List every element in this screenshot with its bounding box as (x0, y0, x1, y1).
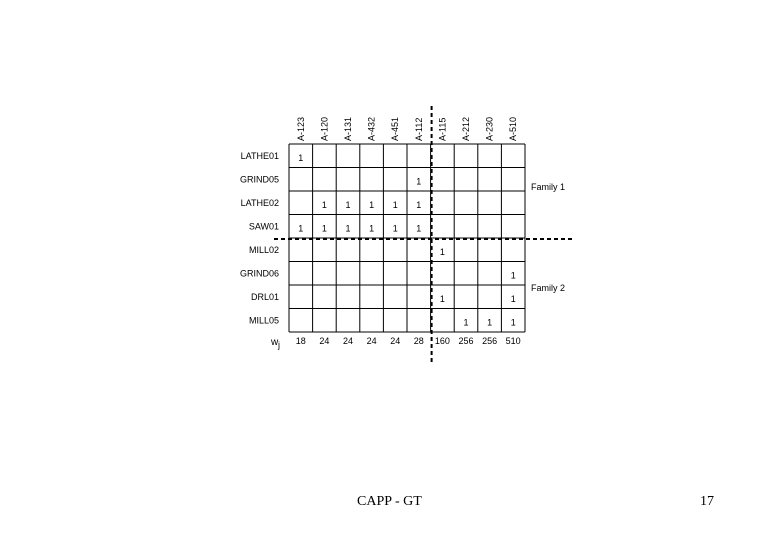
column-header: A-131 (343, 116, 353, 141)
matrix-cell-value: 1 (321, 223, 327, 234)
weights-label-subscript: j (278, 340, 280, 350)
matrix-cell-value: 1 (416, 199, 422, 210)
column-header: A-432 (366, 116, 377, 141)
weights-label: w (271, 337, 279, 348)
matrix-cell-value: 1 (439, 246, 445, 257)
matrix-cell-value: 1 (392, 199, 398, 210)
column-header: A-123 (295, 116, 306, 141)
row-label: MILL05 (248, 315, 279, 326)
weight-value: 256 (482, 336, 498, 346)
column-header: A-212 (461, 116, 471, 141)
matrix-cell-value: 1 (510, 293, 516, 304)
matrix-cell-value: 1 (321, 199, 327, 210)
column-header: A-230 (484, 116, 495, 141)
weight-value: 24 (342, 336, 354, 346)
row-label: MILL02 (248, 244, 279, 255)
matrix-cell-value: 1 (439, 293, 445, 304)
weight-value: 510 (505, 336, 521, 346)
matrix-cell-value: 1 (298, 223, 304, 234)
matrix-cell-value: 1 (345, 223, 351, 234)
weight-value: 28 (413, 336, 424, 346)
weight-value: 160 (434, 336, 450, 346)
column-header: A-451 (390, 116, 401, 141)
footer-title: CAPP - GT (357, 494, 422, 509)
row-label: SAW01 (248, 221, 279, 232)
matrix-cell-value: 1 (416, 176, 422, 187)
family-label: Family 2 (531, 283, 566, 293)
matrix-cell-value: 1 (463, 317, 469, 328)
matrix-cell-value: 1 (345, 199, 351, 210)
column-header: A-510 (508, 116, 519, 141)
family-label: Family 1 (531, 182, 566, 192)
row-label: DRL01 (250, 291, 279, 302)
column-header: A-112 (413, 117, 424, 141)
page-number: 17 (700, 494, 714, 509)
weight-value: 18 (295, 336, 306, 346)
matrix-cell-value: 1 (298, 152, 304, 163)
row-label: GRIND05 (239, 174, 279, 185)
matrix-cell-value: 1 (510, 270, 516, 281)
column-header: A-120 (319, 116, 330, 141)
weight-value: 24 (366, 336, 377, 346)
row-label: LATHE01 (240, 150, 279, 161)
column-header: A-115 (437, 117, 448, 141)
row-label: LATHE02 (240, 197, 279, 208)
weight-value: 24 (390, 336, 401, 346)
matrix-cell-value: 1 (487, 317, 493, 328)
weight-value: 256 (458, 336, 474, 346)
matrix-cell-value: 1 (510, 317, 516, 328)
matrix-cell-value: 1 (369, 199, 375, 210)
matrix-cell-value: 1 (416, 223, 422, 234)
row-label: GRIND06 (239, 268, 279, 279)
matrix-cell-value: 1 (392, 223, 398, 234)
weight-value: 24 (319, 336, 330, 346)
matrix-cell-value: 1 (369, 223, 375, 234)
